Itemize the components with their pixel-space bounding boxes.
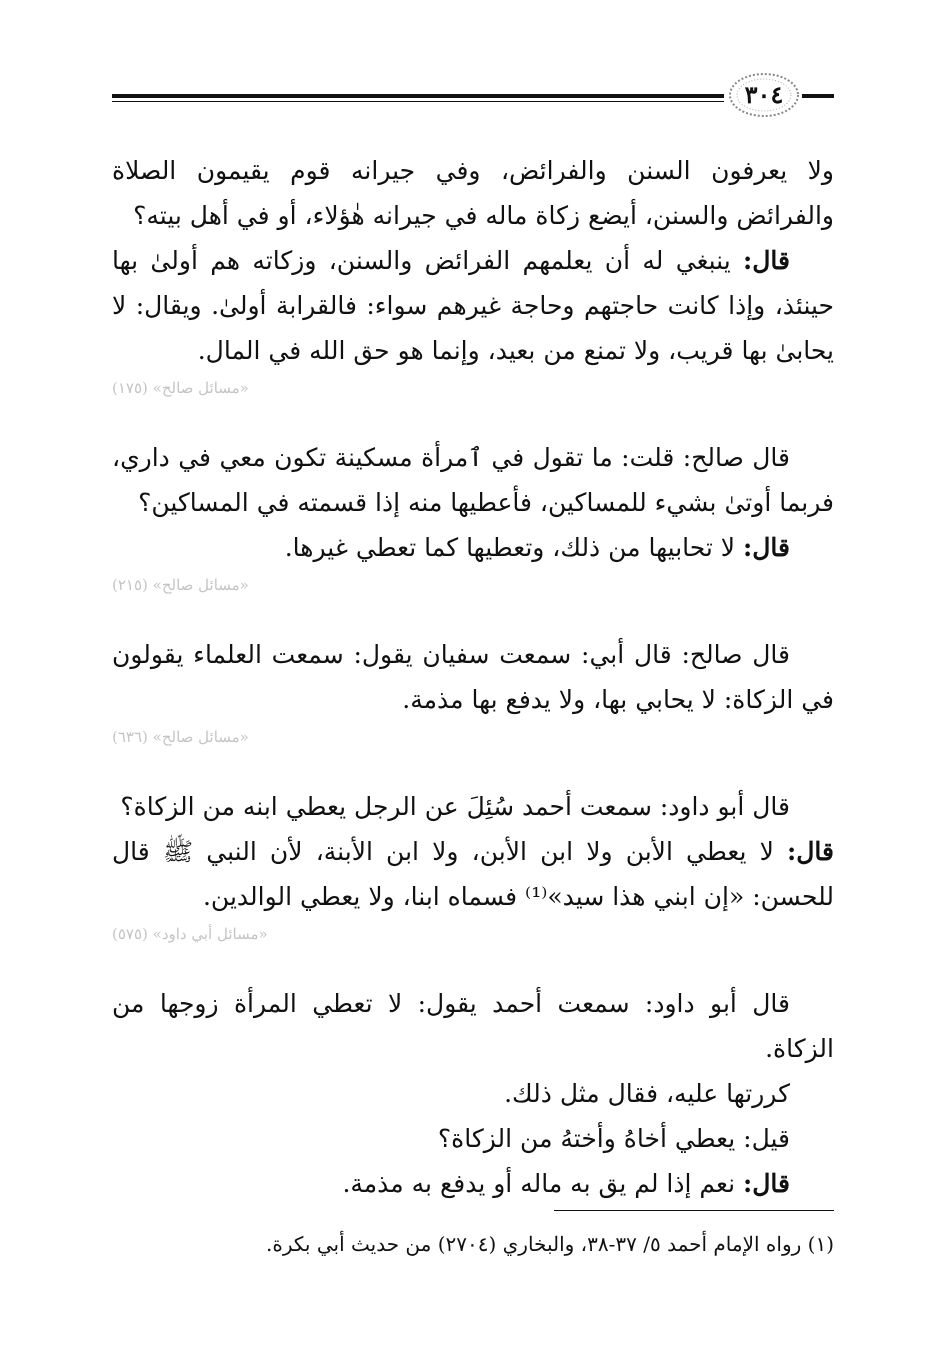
answer-paragraph [112, 525, 834, 570]
answer-paragraph [112, 238, 834, 373]
header-rule-right [802, 94, 834, 98]
question-paragraph: قال صالح: قال أبي: سمعت سفيان يقول: سمعت العلماء يقولون في الزكاة: لا يحابي بها، ولا يدفع بها مذمة. [112, 640, 834, 714]
answer-text: لا يعطي الأبن ولا ابن الأبن، ولا ابن الأبنة، لأن النبي ﷺ قال للحسن: «إن ابني هذا سيد»⁽¹⁾ فسماه ابنا، ولا يعطي الوالدين. [112, 837, 834, 911]
answer-text: ينبغي له أن يعلمهم الفرائض والسنن، وزكاته هم أولىٰ بها حينئذ، وإذا كانت حاجتهم وحاجة غيرهم سواء: فالقرابة أولىٰ. ويقال: لا يحابىٰ بها قريب، ولا تمنع من بعيد، وإنما هو حق الله في المال. [112, 246, 834, 365]
footnote-separator [554, 1210, 834, 1211]
answer-label: قال: [743, 533, 790, 562]
source-reference: «مسائل صالح» (٦٣٦) [112, 728, 249, 746]
answer-label: قال: [787, 837, 834, 866]
text-paragraph: كررتها عليه، فقال مثل ذلك. [504, 1079, 790, 1108]
question-paragraph: قال صالح: قلت: ما تقول في ٱمرأة مسكينة تكون معي في داري، فربما أوتىٰ بشيء للمساكين، فأعطيها منه إذا قسمته في المساكين؟ [112, 443, 834, 517]
answer-paragraph [112, 1161, 834, 1206]
footnote: (١) رواه الإمام أحمد ٥/ ٣٧-٣٨، والبخاري (٢٧٠٤) من حديث أبي بكرة. [266, 1232, 834, 1256]
question-paragraph: قيل: يعطي أخاهُ وأختهُ من الزكاة؟ [437, 1124, 790, 1153]
source-reference: «مسائل صالح» (١٧٥) [112, 379, 249, 397]
answer-text: لا تحابيها من ذلك، وتعطيها كما تعطي غيرها. [284, 533, 736, 562]
main-text [112, 148, 834, 1206]
answer-paragraph [112, 829, 834, 919]
source-reference: «مسائل صالح» (٢١٥) [112, 576, 249, 594]
source-reference: «مسائل أبي داود» (٥٧٥) [112, 925, 268, 943]
header-rule-thick [112, 94, 724, 98]
answer-label: قال: [743, 1169, 790, 1198]
question-paragraph: ولا يعرفون السنن والفرائض، وفي جيرانه قوم يقيمون الصلاة والفرائض والسنن، أيضع زكاة ماله في جيرانه هٰؤلاء، أو في أهل بيته؟ [112, 156, 834, 230]
question-paragraph: قال أبو داود: سمعت أحمد سُئِلَ عن الرجل يعطي ابنه من الزكاة؟ [120, 792, 790, 821]
page-header [112, 70, 834, 120]
question-paragraph: قال أبو داود: سمعت أحمد يقول: لا تعطي المرأة زوجها من الزكاة. [112, 989, 834, 1063]
answer-text: نعم إذا لم يق به ماله أو يدفع به مذمة. [342, 1169, 736, 1198]
answer-label: قال: [743, 246, 790, 275]
page-number-badge [724, 70, 804, 120]
page-number: ٣٠٤ [744, 80, 784, 109]
header-rule-thin [112, 101, 724, 102]
